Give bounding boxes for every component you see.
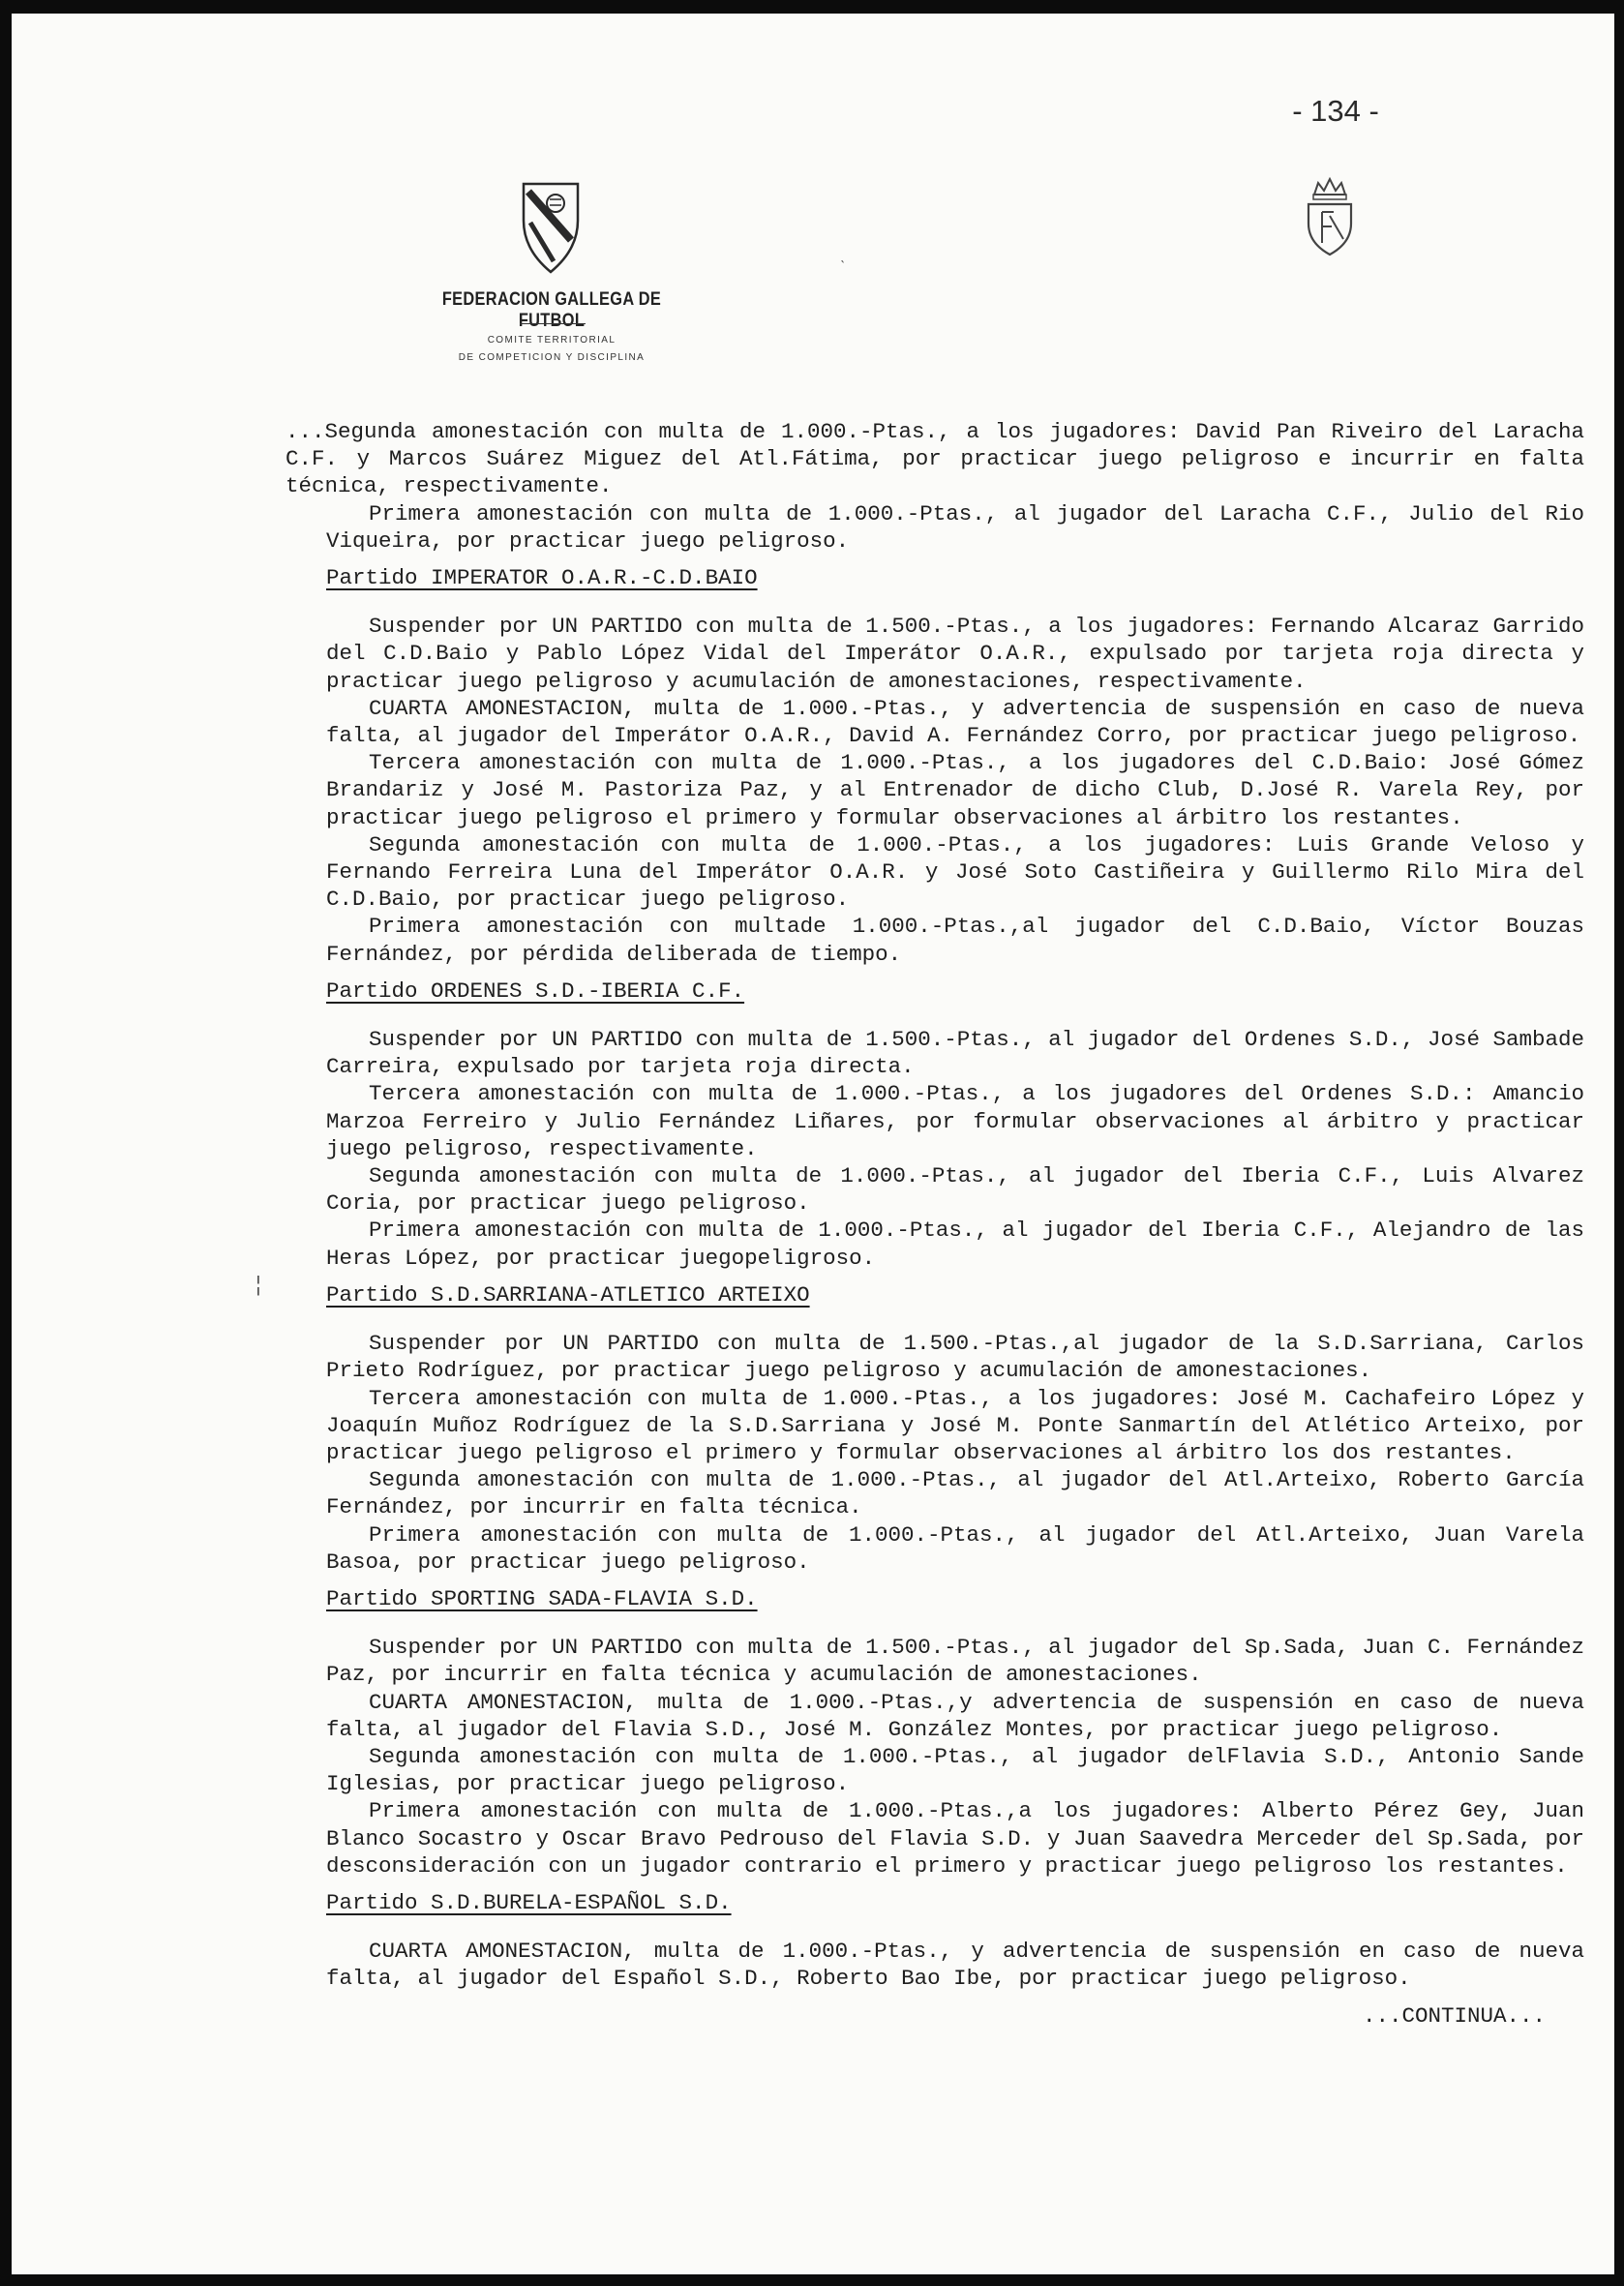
- sanction-paragraph: Suspender por UN PARTIDO con multa de 1.500.-Ptas., al jugador del Sp.Sada, Juan C. Fernández Paz, por incurrir en falta técnica y acumulación de amonestaciones.: [326, 1635, 1584, 1688]
- sanction-paragraph: CUARTA AMONESTACION, multa de 1.000.-Ptas., y advertencia de suspensión en caso de nueva falta, al jugador del Español S.D., Roberto Bao Ibe, por practicar juego peligroso.: [326, 1939, 1584, 1992]
- sanction-paragraph: Segunda amonestación con multa de 1.000.-Ptas., a los jugadores: Luis Grande Veloso y Fernando Ferreira Luna del Imperátor O.A.R. y José Soto Castiñeira y Guillermo Rilo Mira del C.D.Baio, por practicar juego peligroso.: [326, 831, 1584, 913]
- intro-paragraph: Primera amonestación con multa de 1.000.-Ptas., al jugador del Laracha C.F., Julio del Rio Viqueira, por practicar juego peligroso.: [326, 500, 1584, 554]
- federation-crown-crest-icon: [1301, 173, 1359, 258]
- sanction-paragraph: Suspender por UN PARTIDO con multa de 1.500.-Ptas.,al jugador de la S.D.Sarriana, Carlos Prieto Rodríguez, por practicar juego peligroso y acumulación de amonestaciones.: [326, 1331, 1584, 1384]
- shield-crest-icon: [521, 180, 581, 275]
- continued-marker: ...CONTINUA...: [1362, 2002, 1546, 2029]
- margin-mark: ¦: [256, 1272, 261, 1296]
- sanction-paragraph: CUARTA AMONESTACION, multa de 1.000.-Ptas.,y advertencia de suspensión en caso de nueva falta, al jugador del Flavia S.D., José M. González Montes, por practicar juego peligroso.: [326, 1689, 1584, 1742]
- sanction-paragraph: Primera amonestación con multa de 1.000.-Ptas., al jugador del Iberia C.F., Alejandro de las Heras López, por practicar juegopeligroso.: [326, 1218, 1584, 1271]
- sanction-paragraph: Suspender por UN PARTIDO con multa de 1.500.-Ptas., al jugador del Ordenes S.D., José Sambade Carreira, expulsado por tarjeta roja directa.: [326, 1027, 1584, 1080]
- sanction-paragraph: Primera amonestación con multa de 1.000.-Ptas., al jugador del Atl.Arteixo, Juan Varela Basoa, por practicar juego peligroso.: [326, 1521, 1584, 1575]
- speck-mark: ˋ: [840, 259, 846, 276]
- page-number: - 134 -: [1292, 94, 1379, 128]
- intro-paragraph: ...Segunda amonestación con multa de 1.000.-Ptas., a los jugadores: David Pan Riveiro del Laracha C.F. y Marcos Suárez Miguez del Atl.Fátima, por practicar juego peligroso e incurrir en falta técnica, respectivamente.: [286, 419, 1584, 499]
- match-heading: Partido S.D.BURELA-ESPAÑOL S.D.: [326, 1889, 732, 1915]
- sanction-paragraph: Suspender por UN PARTIDO con multa de 1.500.-Ptas., a los jugadores: Fernando Alcaraz Garrido del C.D.Baio y Pablo López Vidal del Imperátor O.A.R., expulsado por tarjeta roja directa y practicar juego peligroso y acumulación de amonestaciones, respectivamente.: [326, 614, 1584, 694]
- document-page: [12, 14, 1614, 2274]
- sanction-paragraph: Primera amonestación con multa de 1.000.-Ptas.,a los jugadores: Alberto Pérez Gey, Juan Blanco Socastro y Oscar Bravo Pedrouso del Flavia S.D. y Juan Saavedra Merceder del Sp.Sada, por desconsideración con un jugador contrario el primero y practicar juego peligroso los restantes.: [326, 1798, 1584, 1879]
- sanction-paragraph: Segunda amonestación con multa de 1.000.-Ptas., al jugador del Atl.Arteixo, Roberto García Fernández, por incurrir en falta técnica.: [326, 1467, 1584, 1520]
- sanction-paragraph: Primera amonestación con multade 1.000.-Ptas.,al jugador del C.D.Baio, Víctor Bouzas Fernández, por pérdida deliberada de tiempo.: [326, 914, 1584, 967]
- match-heading: Partido ORDENES S.D.-IBERIA C.F.: [326, 978, 745, 1004]
- match-heading: Partido SPORTING SADA-FLAVIA S.D.: [326, 1585, 758, 1611]
- sanction-paragraph: Tercera amonestación con multa de 1.000.-Ptas., a los jugadores: José M. Cachafeiro López y Joaquín Muñoz Rodríguez de la S.D.Sarriana y José M. Ponte Sanmartín del Atlético Arteixo, por practicar juego peligroso el primero y formular observaciones al árbitro los dos restantes.: [326, 1385, 1584, 1465]
- sanction-paragraph: Segunda amonestación con multa de 1.000.-Ptas., al jugador delFlavia S.D., Antonio Sande Iglesias, por practicar juego peligroso.: [326, 1743, 1584, 1797]
- organization-name: FEDERACION GALLEGA DE FUTBOL: [441, 289, 662, 331]
- match-heading: Partido IMPERATOR O.A.R.-C.D.BAIO: [326, 565, 758, 591]
- committee-line-2: DE COMPETICION Y DISCIPLINA: [458, 352, 646, 363]
- sanction-paragraph: Segunda amonestación con multa de 1.000.-Ptas., al jugador del Iberia C.F., Luis Alvarez Coria, por practicar juego peligroso.: [326, 1163, 1584, 1217]
- sanction-paragraph: Tercera amonestación con multa de 1.000.-Ptas., a los jugadores del C.D.Baio: José Gómez Brandariz y José M. Pastoriza Paz, y al Entrenador de dicho Club, D.José R. Varela Rey, por practicar juego peligroso el primero y formular observaciones al árbitro los restantes.: [326, 750, 1584, 830]
- match-heading: Partido S.D.SARRIANA-ATLETICO ARTEIXO: [326, 1281, 810, 1308]
- sanction-paragraph: CUARTA AMONESTACION, multa de 1.000.-Ptas., y advertencia de suspensión en caso de nueva falta, al jugador del Imperátor O.A.R., David A. Fernández Corro, por practicar juego peligroso.: [326, 695, 1584, 749]
- resolution-body: [286, 418, 1584, 2030]
- sanction-paragraph: Tercera amonestación con multa de 1.000.-Ptas., a los jugadores del Ordenes S.D.: Amancio Marzoa Ferreiro y Julio Fernández Liñares, por formular observaciones al árbitro y practicar juego peligroso, respectivamente.: [326, 1081, 1584, 1161]
- committee-line-1: COMITE TERRITORIAL: [487, 335, 617, 346]
- letterhead-divider: [520, 323, 586, 324]
